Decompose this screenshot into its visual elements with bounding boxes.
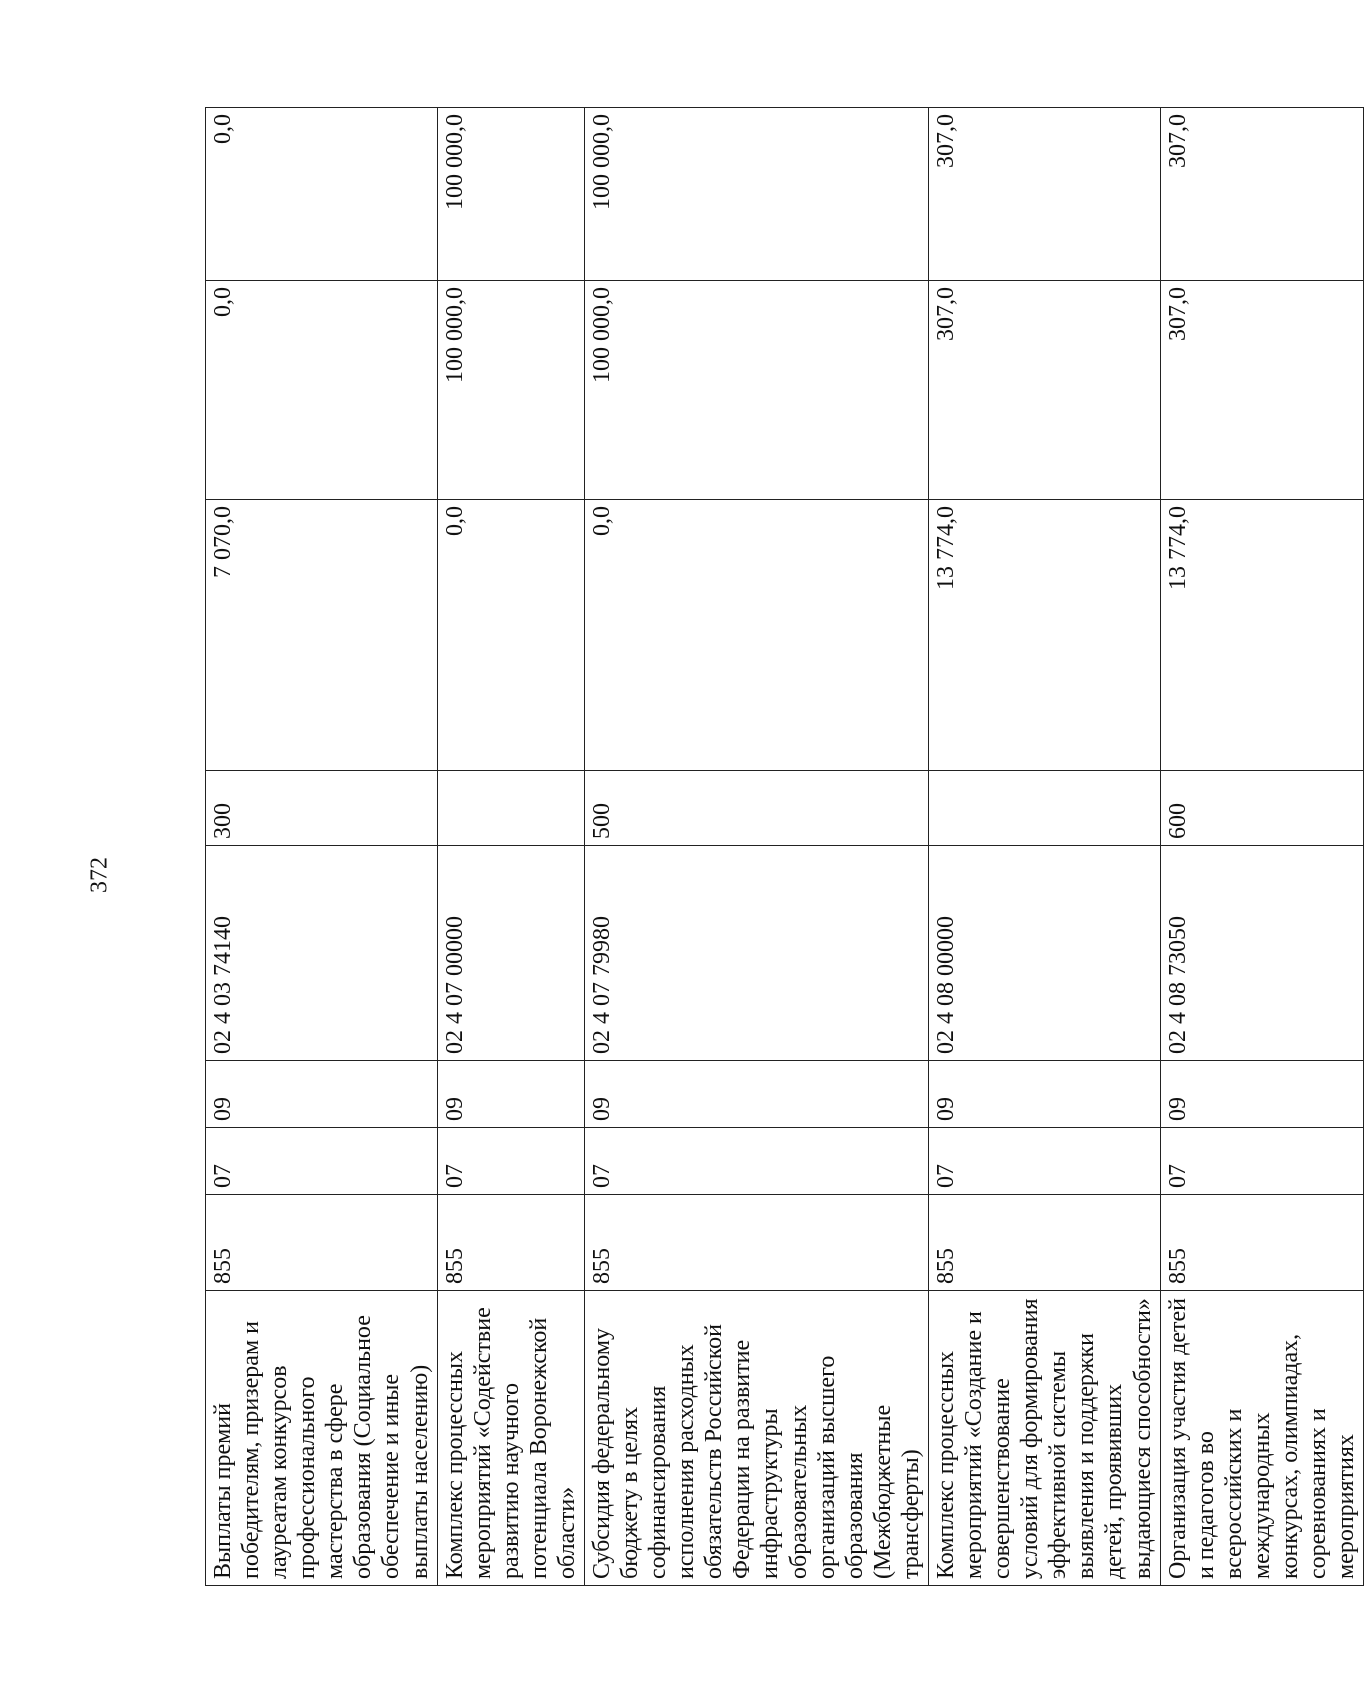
budget-table [205,107,1364,1586]
row-year3: 307,0 [1160,108,1364,281]
row-year3: 0,0 [206,108,438,281]
row-csr: 02 4 08 73050 [1160,846,1364,1061]
table-row [206,108,438,1586]
row-pr: 09 [585,1061,929,1128]
row-vr: 300 [206,771,438,846]
row-name: Субсидия федеральному бюджету в целях софинансирования исполнения расходных обязательств Российской Федерации на развитие инфраструктуры образовательных организаций высшего образования (Межбюджетные трансферты) [585,1291,929,1586]
row-pr: 09 [437,1061,584,1128]
page-number [85,845,115,905]
row-year2: 100 000,0 [437,281,584,500]
row-vr: 600 [1160,771,1364,846]
table-row [1160,108,1364,1586]
row-vr [437,771,584,846]
row-year3: 100 000,0 [437,108,584,281]
row-grbs: 855 [585,1195,929,1291]
row-name: Комплекс процессных мероприятий «Содействие развитию научного потенциала Воронежской области» [437,1291,584,1586]
row-year3: 100 000,0 [585,108,929,281]
row-rz: 07 [437,1128,584,1195]
row-pr: 09 [1160,1061,1364,1128]
row-rz: 07 [585,1128,929,1195]
row-grbs: 855 [437,1195,584,1291]
row-vr: 500 [585,771,929,846]
row-rz: 07 [206,1128,438,1195]
row-year2: 307,0 [1160,281,1364,500]
table-row [928,108,1160,1586]
row-csr: 02 4 08 00000 [928,846,1160,1061]
row-year2: 307,0 [928,281,1160,500]
row-csr: 02 4 07 00000 [437,846,584,1061]
row-csr: 02 4 03 74140 [206,846,438,1061]
row-csr: 02 4 07 79980 [585,846,929,1061]
row-year1: 7 070,0 [206,500,438,771]
row-year2: 100 000,0 [585,281,929,500]
row-grbs: 855 [928,1195,1160,1291]
row-name: Организация участия детей и педагогов во всероссийских и международных конкурсах, олимпиадах, соревнованиях и мероприятиях [1160,1291,1364,1586]
row-year2: 0,0 [206,281,438,500]
table-row [437,108,584,1586]
row-pr: 09 [206,1061,438,1128]
table-row [585,108,929,1586]
row-year1: 13 774,0 [928,500,1160,771]
budget-table-rotated [205,108,1360,1586]
row-grbs: 855 [206,1195,438,1291]
row-year1: 0,0 [437,500,584,771]
page-number-text: 372 [86,857,113,893]
row-year3: 307,0 [928,108,1160,281]
budget-table-container [205,108,1360,1586]
row-rz: 07 [928,1128,1160,1195]
row-year1: 13 774,0 [1160,500,1364,771]
row-grbs: 855 [1160,1195,1364,1291]
row-vr [928,771,1160,846]
row-year1: 0,0 [585,500,929,771]
row-name: Комплекс процессных мероприятий «Создание и совершенствование условий для формирования эффективной системы выявления и поддержки детей, проявивших выдающиеся способности» [928,1291,1160,1586]
row-name: Выплаты премий победителям, призерам и лауреатам конкурсов профессионального мастерства в сфере образования (Социальное обеспечение и иные выплаты населению) [206,1291,438,1586]
row-pr: 09 [928,1061,1160,1128]
row-rz: 07 [1160,1128,1364,1195]
